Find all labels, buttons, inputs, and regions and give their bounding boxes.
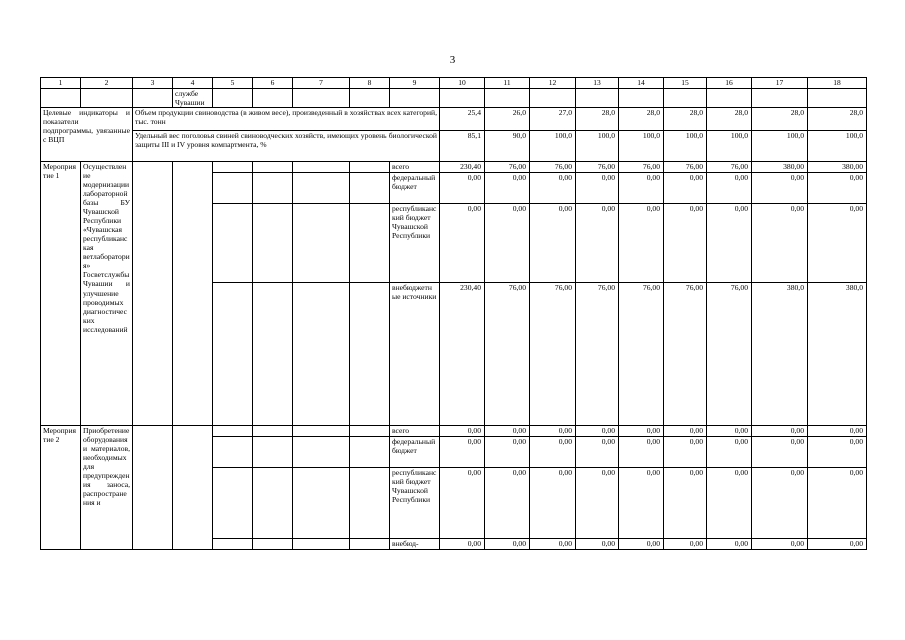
funding-source: республиканский бюджет Чувашской Республики [390, 468, 440, 539]
empty-cell [213, 162, 253, 173]
col-num: 9 [390, 78, 440, 89]
empty-cell [293, 437, 350, 468]
empty-cell [253, 173, 293, 204]
value-cell: 100,0 [619, 131, 664, 162]
empty-cell [350, 204, 390, 283]
col-num: 11 [485, 78, 530, 89]
empty-cell [530, 89, 576, 108]
value-cell: 0,00 [576, 468, 619, 539]
value-cell: 76,00 [664, 283, 707, 426]
value-cell: 0,00 [485, 204, 530, 283]
target-row [41, 131, 867, 162]
value-cell: 0,00 [664, 468, 707, 539]
value-cell: 76,00 [576, 162, 619, 173]
value-cell: 380,00 [808, 162, 867, 173]
funding-source: всего [390, 426, 440, 437]
col-num: 17 [752, 78, 808, 89]
empty-cell [173, 162, 213, 426]
targets-label: Целевые индикаторы и показатели подпрограммы, увязанные с ВЦП [41, 108, 133, 162]
value-cell: 0,00 [576, 539, 619, 550]
empty-cell [253, 426, 293, 437]
indicator-text: Удельный вес поголовья свиней свиноводческих хозяйств, имеющих уровень биологической защиты III и IV уровня компартмента, % [133, 131, 440, 162]
value-cell: 0,00 [576, 426, 619, 437]
value-cell: 0,00 [440, 468, 485, 539]
value-cell: 0,00 [707, 468, 752, 539]
value-cell: 0,00 [576, 173, 619, 204]
value-cell: 0,00 [664, 204, 707, 283]
value-cell: 0,00 [707, 437, 752, 468]
value-cell: 100,0 [752, 131, 808, 162]
empty-cell [350, 89, 390, 108]
empty-cell [253, 437, 293, 468]
value-cell: 85,1 [440, 131, 485, 162]
value-cell: 0,00 [530, 173, 576, 204]
value-cell: 28,0 [808, 108, 867, 131]
col-num: 13 [576, 78, 619, 89]
measure-description: Осуществление модернизации лабораторной базы БУ Чувашской Республики «Чувашская республиканская ветлаборатория» Госветслужбы Чувашии и улучшение проводимых диагностических исследований [81, 162, 133, 426]
empty-cell [664, 89, 707, 108]
col-num: 2 [81, 78, 133, 89]
empty-cell [350, 468, 390, 539]
value-cell: 230,40 [440, 162, 485, 173]
value-cell: 0,00 [485, 173, 530, 204]
value-cell: 28,0 [752, 108, 808, 131]
value-cell: 100,0 [530, 131, 576, 162]
empty-cell [213, 539, 253, 550]
value-cell: 380,00 [752, 162, 808, 173]
col-num: 16 [707, 78, 752, 89]
page-number: 3 [449, 54, 456, 66]
empty-cell [707, 89, 752, 108]
empty-cell [293, 89, 350, 108]
value-cell: 0,00 [707, 173, 752, 204]
value-cell: 90,0 [485, 131, 530, 162]
funding-source: республиканский бюджет Чувашской Республики [390, 204, 440, 283]
empty-cell [293, 283, 350, 426]
value-cell: 380,0 [752, 283, 808, 426]
value-cell: 230,40 [440, 283, 485, 426]
col-num: 14 [619, 78, 664, 89]
empty-cell [293, 173, 350, 204]
value-cell: 28,0 [619, 108, 664, 131]
value-cell: 0,00 [619, 173, 664, 204]
empty-cell [350, 437, 390, 468]
value-cell: 0,00 [530, 437, 576, 468]
col-num: 10 [440, 78, 485, 89]
empty-cell [253, 283, 293, 426]
empty-cell [350, 426, 390, 437]
empty-cell [293, 162, 350, 173]
col-num: 3 [133, 78, 173, 89]
empty-cell [752, 89, 808, 108]
measure-row [41, 426, 867, 437]
value-cell: 76,00 [485, 162, 530, 173]
value-cell: 0,00 [530, 204, 576, 283]
empty-cell [808, 89, 867, 108]
value-cell: 76,00 [485, 283, 530, 426]
value-cell: 0,00 [707, 539, 752, 550]
value-cell: 0,00 [530, 426, 576, 437]
value-cell: 0,00 [664, 426, 707, 437]
empty-cell [253, 162, 293, 173]
value-cell: 27,0 [530, 108, 576, 131]
empty-cell [253, 539, 293, 550]
empty-cell [133, 162, 173, 426]
empty-cell [213, 204, 253, 283]
col-num: 4 [173, 78, 213, 89]
measure-label: Мероприятие 2 [41, 426, 81, 550]
empty-cell [213, 283, 253, 426]
empty-cell [440, 89, 485, 108]
value-cell: 0,00 [485, 468, 530, 539]
empty-cell [173, 426, 213, 550]
value-cell: 76,00 [619, 283, 664, 426]
col-num: 7 [293, 78, 350, 89]
col-num: 1 [41, 78, 81, 89]
value-cell: 0,00 [752, 437, 808, 468]
empty-cell [350, 173, 390, 204]
empty-cell [81, 89, 133, 108]
value-cell: 0,00 [576, 204, 619, 283]
value-cell: 0,00 [808, 204, 867, 283]
value-cell: 0,00 [619, 539, 664, 550]
value-cell: 0,00 [808, 539, 867, 550]
continuation-row [41, 89, 867, 108]
value-cell: 0,00 [485, 426, 530, 437]
value-cell: 0,00 [530, 539, 576, 550]
column-number-row [41, 78, 867, 89]
empty-cell [293, 426, 350, 437]
col-num: 12 [530, 78, 576, 89]
value-cell: 100,0 [707, 131, 752, 162]
measure-row [41, 162, 867, 173]
empty-cell [293, 468, 350, 539]
empty-cell [350, 162, 390, 173]
value-cell: 0,00 [707, 426, 752, 437]
value-cell: 76,00 [707, 283, 752, 426]
empty-cell [133, 89, 173, 108]
col-num: 6 [253, 78, 293, 89]
value-cell: 76,00 [576, 283, 619, 426]
col-num: 8 [350, 78, 390, 89]
value-cell: 0,00 [440, 426, 485, 437]
value-cell: 100,0 [664, 131, 707, 162]
value-cell: 0,00 [808, 426, 867, 437]
measure-label: Мероприятие 1 [41, 162, 81, 426]
empty-cell [213, 468, 253, 539]
value-cell: 0,00 [752, 173, 808, 204]
value-cell: 0,00 [619, 204, 664, 283]
col-num: 15 [664, 78, 707, 89]
funding-source: внебюджетные источники [390, 283, 440, 426]
empty-cell [133, 426, 173, 550]
value-cell: 0,00 [576, 437, 619, 468]
value-cell: 0,00 [707, 204, 752, 283]
empty-cell [350, 283, 390, 426]
value-cell: 76,00 [707, 162, 752, 173]
value-cell: 0,00 [440, 437, 485, 468]
value-cell: 0,00 [619, 426, 664, 437]
value-cell: 0,00 [664, 173, 707, 204]
value-cell: 76,00 [530, 283, 576, 426]
empty-cell [213, 173, 253, 204]
empty-cell [390, 89, 440, 108]
value-cell: 0,00 [808, 173, 867, 204]
empty-cell [293, 539, 350, 550]
value-cell: 0,00 [808, 468, 867, 539]
empty-cell [253, 89, 293, 108]
value-cell: 76,00 [619, 162, 664, 173]
empty-cell [41, 89, 81, 108]
value-cell: 0,00 [485, 539, 530, 550]
value-cell: 0,00 [664, 539, 707, 550]
empty-cell [213, 89, 253, 108]
value-cell: 0,00 [752, 426, 808, 437]
value-cell: 28,0 [576, 108, 619, 131]
value-cell: 100,0 [576, 131, 619, 162]
empty-cell [213, 437, 253, 468]
value-cell: 0,00 [752, 468, 808, 539]
value-cell: 100,0 [808, 131, 867, 162]
target-row [41, 108, 867, 131]
value-cell: 380,0 [808, 283, 867, 426]
value-cell: 0,00 [752, 204, 808, 283]
empty-cell [253, 204, 293, 283]
empty-cell [293, 204, 350, 283]
col-num: 5 [213, 78, 253, 89]
value-cell: 0,00 [619, 437, 664, 468]
value-cell: 76,00 [530, 162, 576, 173]
value-cell: 0,00 [664, 437, 707, 468]
funding-source: федеральный бюджет [390, 437, 440, 468]
value-cell: 25,4 [440, 108, 485, 131]
value-cell: 0,00 [440, 173, 485, 204]
value-cell: 26,0 [485, 108, 530, 131]
indicator-text: Объем продукции свиноводства (в живом весе), произведенный в хозяйствах всех категорий, тыс. тонн [133, 108, 440, 131]
value-cell: 0,00 [485, 437, 530, 468]
col-num: 18 [808, 78, 867, 89]
funding-source: федеральный бюджет [390, 173, 440, 204]
empty-cell [619, 89, 664, 108]
funding-source: всего [390, 162, 440, 173]
value-cell: 0,00 [808, 437, 867, 468]
value-cell: 28,0 [707, 108, 752, 131]
empty-cell [576, 89, 619, 108]
value-cell: 0,00 [752, 539, 808, 550]
value-cell: 0,00 [440, 204, 485, 283]
empty-cell [213, 426, 253, 437]
value-cell: 0,00 [530, 468, 576, 539]
value-cell: 0,00 [619, 468, 664, 539]
program-table [40, 77, 867, 550]
measure-description: Приобретение оборудования и материалов, необходимых для предупреждения заноса, распространения и [81, 426, 133, 550]
empty-cell [253, 468, 293, 539]
continuation-text: службе Чувашии [173, 89, 213, 108]
funding-source: внебюд- [390, 539, 440, 550]
value-cell: 28,0 [664, 108, 707, 131]
value-cell: 76,00 [664, 162, 707, 173]
empty-cell [485, 89, 530, 108]
empty-cell [350, 539, 390, 550]
value-cell: 0,00 [440, 539, 485, 550]
